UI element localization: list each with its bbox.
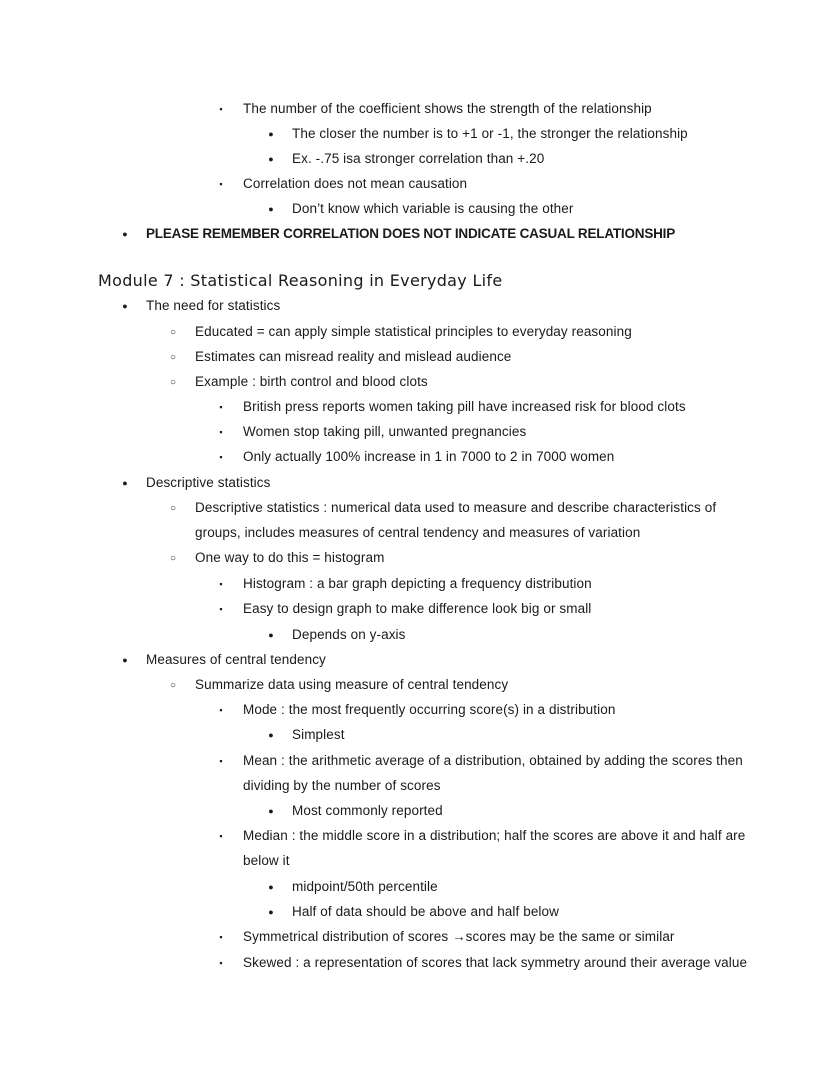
note-line: Mean : the arithmetic average of a distribution, obtained by adding the scores then — [243, 753, 743, 768]
disc-bullet-icon — [262, 802, 280, 821]
square-bullet-icon — [212, 752, 230, 771]
note-line: Only actually 100% increase in 1 in 7000 to 2 in 7000 women — [243, 449, 615, 464]
note-line: Summarize data using measure of central tendency — [195, 677, 509, 692]
note-line: below it — [243, 853, 290, 868]
disc-bullet-icon — [262, 903, 280, 922]
note-line: Depends on y-axis — [292, 627, 406, 642]
square-bullet-icon — [212, 100, 230, 119]
square-bullet-icon — [212, 175, 230, 194]
circle-bullet-icon — [164, 373, 182, 393]
note-line: Easy to design graph to make difference look big or small — [243, 601, 592, 616]
note-line: Simplest — [292, 727, 345, 742]
square-bullet-icon — [212, 575, 230, 594]
square-bullet-icon — [212, 701, 230, 720]
disc-bullet-icon — [262, 878, 280, 897]
note-line: Median : the middle score in a distribution; half the scores are above it and half are — [243, 828, 746, 843]
note-line: Example : birth control and blood clots — [195, 374, 428, 389]
circle-bullet-icon — [164, 323, 182, 343]
square-bullet-icon — [212, 448, 230, 467]
disc-bullet-icon — [262, 626, 280, 645]
note-line: Correlation does not mean causation — [243, 176, 468, 191]
emphasis-line: PLEASE REMEMBER CORRELATION DOES NOT INDICATE CASUAL RELATIONSHIP — [146, 226, 676, 241]
note-line: The need for statistics — [146, 298, 281, 313]
square-bullet-icon — [212, 928, 230, 947]
disc-bullet-icon — [116, 474, 134, 493]
disc-bullet-icon — [116, 225, 134, 244]
disc-bullet-icon — [262, 125, 280, 144]
note-line: Mode : the most frequently occurring score(s) in a distribution — [243, 702, 616, 717]
disc-bullet-icon — [262, 150, 280, 169]
note-line: groups, includes measures of central tendency and measures of variation — [195, 525, 641, 540]
square-bullet-icon — [212, 954, 230, 973]
note-line: One way to do this = histogram — [195, 550, 385, 565]
circle-bullet-icon — [164, 499, 182, 519]
note-line: Half of data should be above and half below — [292, 904, 559, 919]
disc-bullet-icon — [262, 200, 280, 219]
module-heading: Module 7 : Statistical Reasoning in Everyday Life — [98, 271, 503, 290]
note-line: Don’t know which variable is causing the other — [292, 201, 574, 216]
note-line: Skewed : a representation of scores that lack symmetry around their average value — [243, 955, 748, 970]
disc-bullet-icon — [116, 651, 134, 670]
note-line: Estimates can misread reality and mislead audience — [195, 349, 512, 364]
note-line: Measures of central tendency — [146, 652, 326, 667]
note-line: Descriptive statistics — [146, 475, 271, 490]
note-line: dividing by the number of scores — [243, 778, 441, 793]
note-line: Descriptive statistics : numerical data used to measure and describe characteristics of — [195, 500, 717, 515]
note-line: Histogram : a bar graph depicting a frequency distribution — [243, 576, 592, 591]
note-line: Symmetrical distribution of scores →scores may be the same or similar — [243, 929, 675, 944]
disc-bullet-icon — [262, 726, 280, 745]
square-bullet-icon — [212, 423, 230, 442]
note-line: The closer the number is to +1 or -1, the stronger the relationship — [292, 126, 688, 141]
square-bullet-icon — [212, 398, 230, 417]
square-bullet-icon — [212, 827, 230, 846]
circle-bullet-icon — [164, 348, 182, 368]
note-line: Ex. -.75 isa stronger correlation than +.20 — [292, 151, 545, 166]
note-line: British press reports women taking pill have increased risk for blood clots — [243, 399, 686, 414]
note-line: midpoint/50th percentile — [292, 879, 438, 894]
note-line: Educated = can apply simple statistical principles to everyday reasoning — [195, 324, 632, 339]
note-line: Most commonly reported — [292, 803, 443, 818]
note-line: Women stop taking pill, unwanted pregnancies — [243, 424, 527, 439]
disc-bullet-icon — [116, 297, 134, 316]
note-line: The number of the coefficient shows the strength of the relationship — [243, 101, 652, 116]
circle-bullet-icon — [164, 676, 182, 696]
circle-bullet-icon — [164, 549, 182, 569]
square-bullet-icon — [212, 600, 230, 619]
